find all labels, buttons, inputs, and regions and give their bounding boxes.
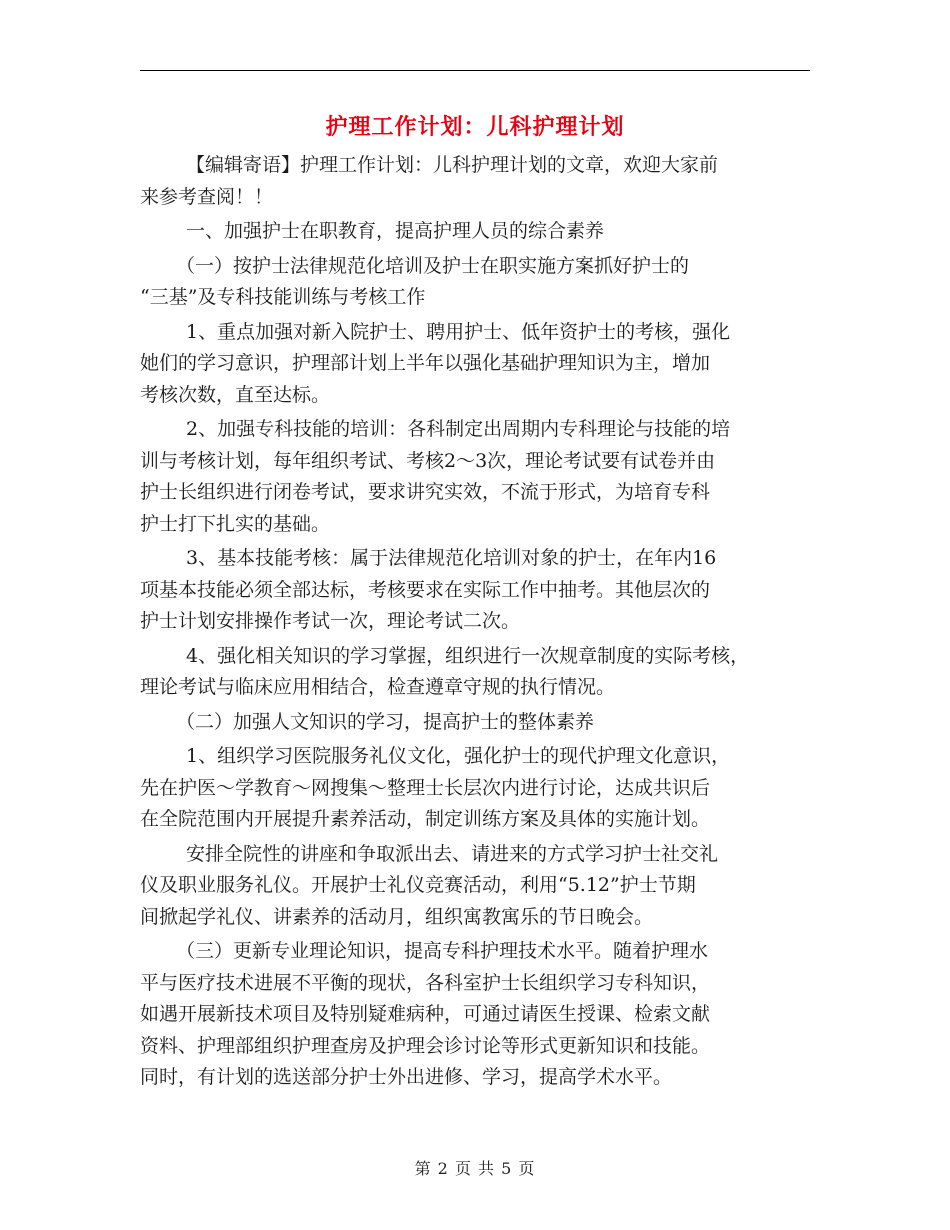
text-line: 来参考查阅！！ xyxy=(140,185,274,208)
text-line: 【编辑寄语】护理工作计划：儿科护理计划的文章，欢迎大家前 xyxy=(186,154,719,176)
text-line: 同时，有计划的选送部分护士外出进修、学习，提高学术水平。 xyxy=(140,1066,673,1088)
paragraph xyxy=(140,741,812,836)
header-rule xyxy=(140,70,810,71)
paragraph xyxy=(140,543,812,638)
section-heading xyxy=(140,216,812,248)
text-line: 先在护医～学教育～网搜集～整理士长层次内进行讨论，达成共识后 xyxy=(140,776,711,799)
text-line: 平与医疗技术进展不平衡的现状，各科室护士长组织学习专科知识， xyxy=(140,971,711,994)
document-body xyxy=(140,150,812,1094)
paragraph xyxy=(140,839,812,934)
text-line: 如遇开展新技术项目及特别疑难病种，可通过请医生授课、检索文献 xyxy=(140,1003,711,1025)
subsection-heading xyxy=(140,251,812,314)
text-line: 护士打下扎实的基础。 xyxy=(140,512,331,535)
text-line: 考核次数，直至达标。 xyxy=(140,383,331,406)
text-line: 她们的学习意识，护理部计划上半年以强化基础护理知识为主，增加 xyxy=(140,352,711,374)
text-line: 护士计划安排操作考试一次，理论考试二次。 xyxy=(140,610,521,632)
page-footer: 第 2 页 共 5 页 xyxy=(414,1159,536,1178)
text-line: （二）加强人文知识的学习，提高护士的整体素养 xyxy=(176,710,595,733)
text-line: 4、强化相关知识的学习掌握，组织进行一次规章制度的实际考核， xyxy=(186,644,750,667)
text-line: 1、重点加强对新入院护士、聘用护士、低年资护士的考核，强化 xyxy=(186,320,731,343)
paragraph xyxy=(140,641,812,704)
text-line: 一、加强护士在职教育，提高护理人员的综合素养 xyxy=(186,220,605,242)
text-line: 护士长组织进行闭卷考试，要求讲究实效，不流于形式，为培育专科 xyxy=(140,481,711,503)
text-line: 项基本技能必须全部达标，考核要求在实际工作中抽考。其他层次的 xyxy=(140,578,711,601)
text-line: 3、基本技能考核：属于法律规范化培训对象的护士，在年内16 xyxy=(186,547,717,569)
text-line: 1、组织学习医院服务礼仪文化，强化护士的现代护理文化意识， xyxy=(186,745,731,767)
paragraph xyxy=(140,936,812,1094)
text-line: 在全院范围内开展提升素养活动，制定训练方案及具体的实施计划。 xyxy=(140,808,711,830)
text-line: 训与考核计划，每年组织考试、考核2～3次，理论考试要有试卷并由 xyxy=(140,449,716,472)
text-line: “三基”及专科技能训练与考核工作 xyxy=(140,286,426,308)
text-line: 2、加强专科技能的培训：各科制定出周期内专科理论与技能的培 xyxy=(186,418,731,440)
text-line: 理论考试与临床应用相结合，检查遵章守规的执行情况。 xyxy=(140,676,616,698)
subsection-heading xyxy=(140,707,812,739)
text-line: 间掀起学礼仪、讲素养的活动月，组织寓教寓乐的节日晚会。 xyxy=(140,905,654,928)
paragraph xyxy=(140,317,812,412)
paragraph xyxy=(140,414,812,540)
text-line: （三）更新专业理论知识，提高专科护理技术水平。随着护理水 xyxy=(176,940,709,962)
text-line: 安排全院性的讲座和争取派出去、请进来的方式学习护士社交礼 xyxy=(186,842,719,865)
text-line: （一）按护士法律规范化培训及护士在职实施方案抓好护士的 xyxy=(176,254,690,277)
paragraph xyxy=(140,150,812,213)
text-line: 资料、护理部组织护理查房及护理会诊讨论等形式更新知识和技能。 xyxy=(140,1034,711,1057)
text-line: 仪及职业服务礼仪。开展护士礼仪竞赛活动，利用“5.12”护士节期 xyxy=(140,874,696,896)
page-title: 护理工作计划：儿科护理计划 xyxy=(325,114,625,140)
